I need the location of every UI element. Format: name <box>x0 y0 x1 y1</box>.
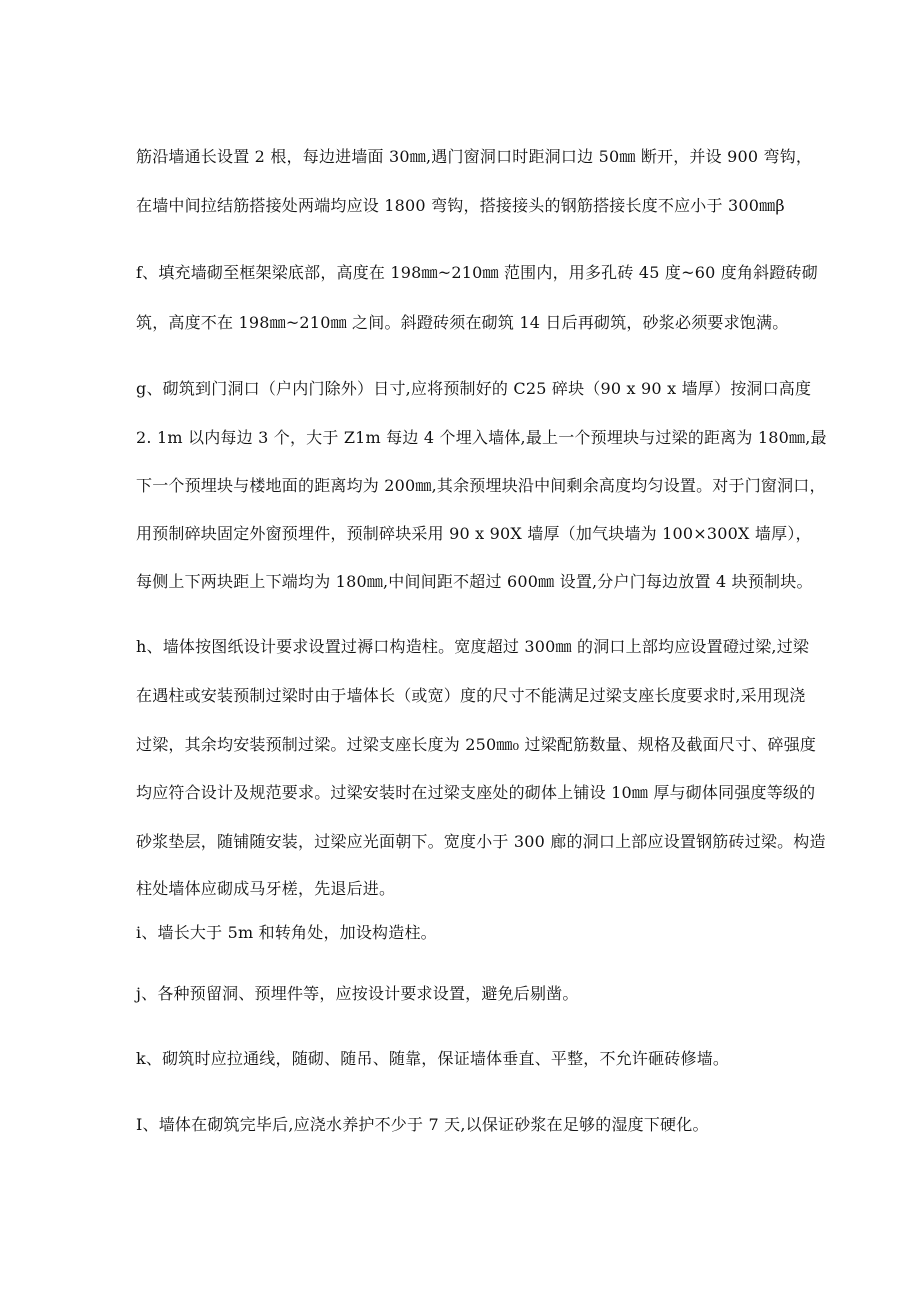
paragraph-h-line-1: h、墙体按图纸设计要求设置过褥口构造柱。宽度超过 300㎜ 的洞口上部均应设置磴过梁,过梁 <box>136 637 810 656</box>
paragraph-j-line-1: j、各种预留洞、预埋件等，应按设计要求设置，避免后剔凿。 <box>136 984 579 1003</box>
paragraph-e-line-1: 筋沿墙通长设置 2 根，每边进墙面 30㎜,遇门窗洞口时距洞口边 50㎜ 断开，并设 900 弯钩， <box>136 147 813 166</box>
paragraph-f-line-1: f、填充墙砌至框架梁底部，高度在 198㎜~210㎜ 范围内，用多孔砖 45 度~60 度角斜蹬砖砌 <box>136 263 818 282</box>
paragraph-h-line-4: 均应符合设计及规范要求。过梁安装时在过梁支座处的砌体上铺设 10㎜ 厚与砌体同强度等级的 <box>136 783 816 802</box>
paragraph-i-line-1: i、墙长大于 5m 和转角处，加设构造柱。 <box>136 923 437 942</box>
paragraph-h-line-6: 柱处墙体应砌成马牙槎，先退后进。 <box>136 879 396 898</box>
paragraph-h-line-5: 砂浆垫层，随铺随安装，过梁应光面朝下。宽度小于 300 廊的洞口上部应设置钢筋砖过梁。构造 <box>136 832 826 851</box>
paragraph-l-line-1: I、墙体在砌筑完毕后,应浇水养护不少于 7 天,以保证砂浆在足够的湿度下硬化。 <box>136 1115 709 1134</box>
paragraph-h-line-3: 过梁，其余均安装预制过梁。过梁支座长度为 250㎜₀ 过梁配筋数量、规格及截面尺寸、碎强度 <box>136 735 817 754</box>
paragraph-g-line-4: 用预制碎块固定外窗预埋件，预制碎块采用 90 x 90X 墙厚（加气块墙为 100×300X 墙厚）， <box>136 524 812 543</box>
paragraph-g-line-1: g、砌筑到门洞口（户内门除外）日寸,应将预制好的 C25 碎块（90 x 90 x 墙厚）按洞口高度 <box>136 379 812 398</box>
paragraph-g-line-3: 下一个预埋块与楼地面的距离均为 200㎜,其余预埋块沿中间剩余高度均匀设置。对于门窗洞口， <box>136 476 826 495</box>
paragraph-k-line-1: k、砌筑时应拉通线，随砌、随吊、随靠，保证墙体垂直、平整，不允许砸砖修墙。 <box>136 1049 730 1068</box>
paragraph-g-line-2: 2. 1m 以内每边 3 个，大于 Z1m 每边 4 个埋入墙体,最上一个预埋块与过梁的距离为 180㎜,最 <box>136 428 827 447</box>
paragraph-e-line-2: 在墙中间拉结筋搭接处两端均应设 1800 弯钩，搭接接头的钢筋搭接长度不应小于 300㎜β <box>136 196 785 215</box>
paragraph-h-line-2: 在遇柱或安装预制过梁时由于墙体长（或宽）度的尺寸不能满足过梁支座长度要求时,采用现浇 <box>136 686 806 705</box>
paragraph-f-line-2: 筑，高度不在 198㎜~210㎜ 之间。斜蹬砖须在砌筑 14 日后再砌筑，砂浆必须要求饱满。 <box>136 313 789 332</box>
paragraph-g-line-5: 每侧上下两块距上下端均为 180㎜,中间间距不超过 600㎜ 设置,分户门每边放置 4 块预制块。 <box>136 572 813 591</box>
